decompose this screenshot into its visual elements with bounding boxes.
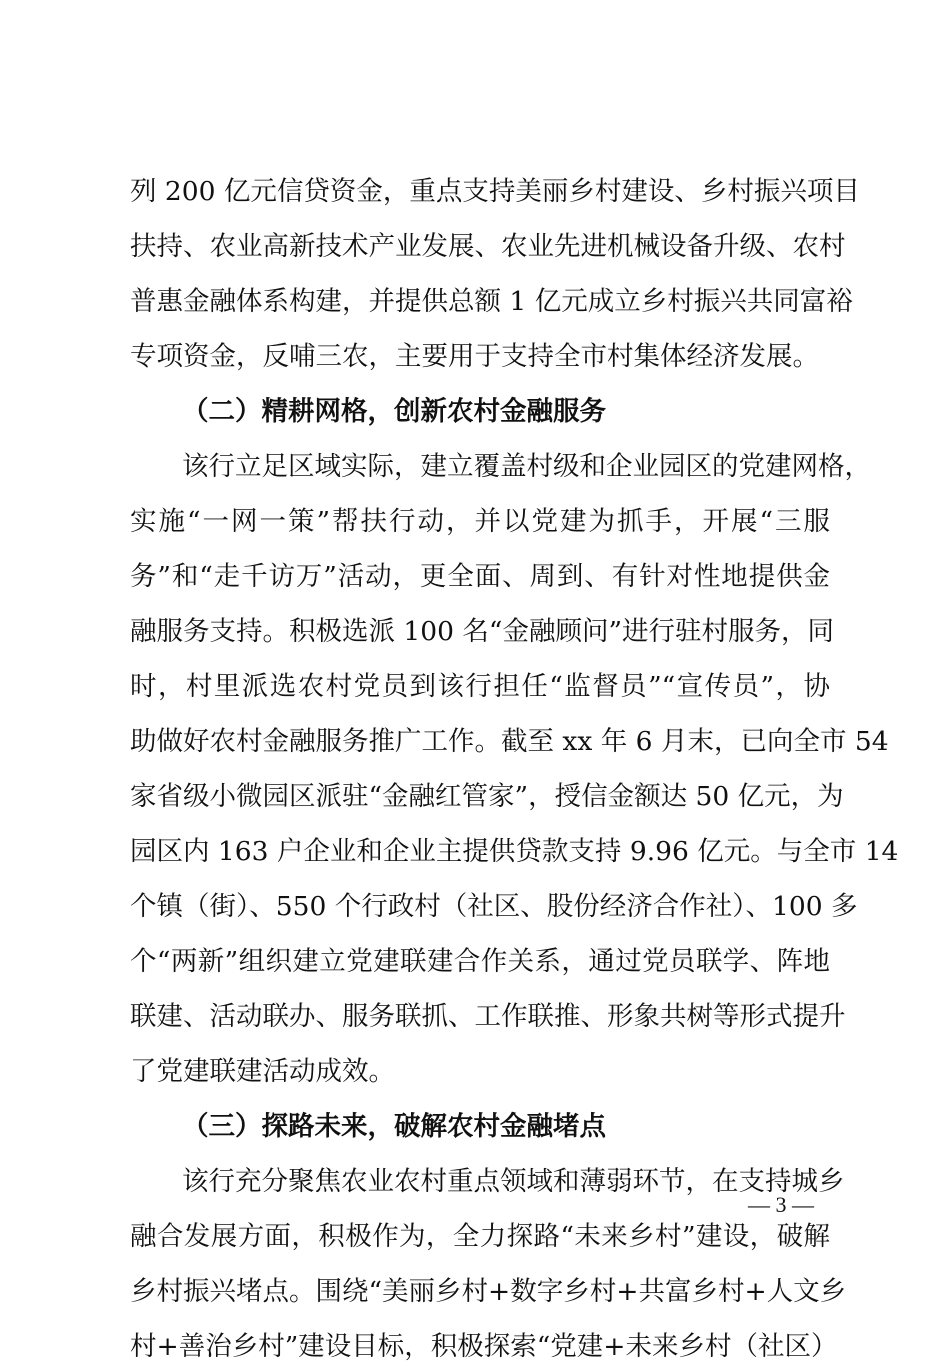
paragraph-line: 联建、活动联办、服务联抓、工作联推、形象共树等形式提升: [130, 1001, 846, 1032]
section-heading-3: （三）探路未来，破解农村金融堵点: [182, 1111, 606, 1142]
paragraph-line: 专项资金，反哺三农，主要用于支持全市村集体经济发展。: [130, 341, 819, 372]
section-heading-2: （二）精耕网格，创新农村金融服务: [182, 396, 606, 427]
paragraph-line: 普惠金融体系构建，并提供总额 1 亿元成立乡村振兴共同富裕: [130, 286, 853, 317]
paragraph-line: 家省级小微园区派驻“金融红管家”，授信金额达 50 亿元，为: [130, 781, 844, 812]
paragraph-line: 实施“一网一策”帮扶行动，并以党建为抓手，开展“三服: [130, 506, 830, 537]
paragraph-line: 扶持、农业高新技术产业发展、农业先进机械设备升级、农村: [130, 231, 846, 262]
paragraph-line: 园区内 163 户企业和企业主提供贷款支持 9.96 亿元。与全市 14: [130, 836, 899, 867]
paragraph-line: 个“两新”组织建立党建联建合作关系，通过党员联学、阵地: [130, 946, 830, 977]
paragraph-line: 融合发展方面，积极作为，全力探路“未来乡村”建设，破解: [130, 1221, 830, 1252]
paragraph-line: 了党建联建活动成效。: [130, 1056, 395, 1087]
paragraph-line: 助做好农村金融服务推广工作。截至 xx 年 6 月末，已向全市 54: [130, 726, 889, 757]
paragraph-line: 列 200 亿元信贷资金，重点支持美丽乡村建设、乡村振兴项目: [130, 176, 860, 207]
paragraph-line: 务”和“走千访万”活动，更全面、周到、有针对性地提供金: [130, 561, 830, 592]
page-number: — 3 —: [748, 1192, 814, 1217]
paragraph-line: 个镇（街）、550 个行政村（社区、股份经济合作社）、100 多: [130, 891, 858, 922]
paragraph-line: 融服务支持。积极选派 100 名“金融顾问”进行驻村服务，同: [130, 616, 835, 647]
paragraph-line: 时，村里派选农村党员到该行担任“监督员”“宣传员”，协: [130, 671, 830, 702]
paragraph-line: 该行充分聚焦农业农村重点领域和薄弱环节，在支持城乡: [182, 1166, 845, 1197]
paragraph-line: 村+善治乡村”建设目标，积极探索“党建+未来乡村（社区）: [130, 1331, 838, 1362]
paragraph-line: 该行立足区域实际，建立覆盖村级和企业园区的党建网格，: [182, 451, 871, 482]
paragraph-line: 乡村振兴堵点。围绕“美丽乡村+数字乡村+共富乡村+人文乡: [130, 1276, 847, 1307]
